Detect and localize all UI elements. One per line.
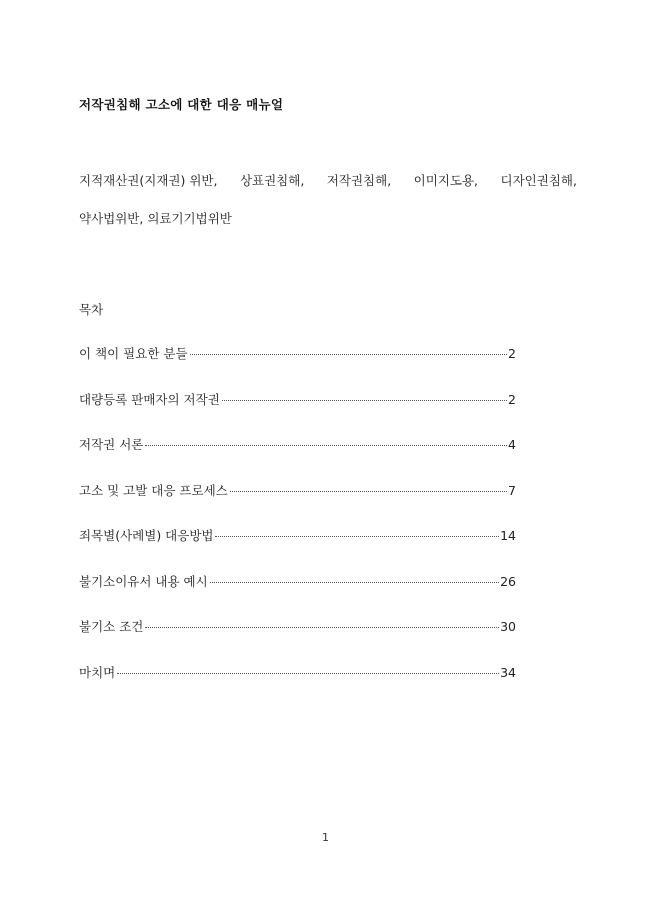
toc-entry-page: 34 [500, 664, 516, 680]
toc-entry-label: 죄목별(사례별) 대응방법 [79, 528, 214, 543]
keywords-line-1 [79, 162, 577, 200]
keywords-line-2: 약사법위반, 의료기기법위반 [79, 211, 232, 226]
dot-leader [145, 445, 507, 446]
toc-entry[interactable] [79, 526, 516, 572]
toc-heading: 목차 [79, 302, 104, 317]
toc-entry-page: 2 [508, 346, 516, 361]
keyword: 이미지도용, [413, 173, 479, 188]
toc-entry-label: 마치며 [79, 664, 116, 680]
toc-entry-label: 이 책이 필요한 분들 [79, 346, 188, 361]
toc-entry[interactable] [79, 481, 516, 527]
keyword: 지적재산권(지재권) 위반, [79, 173, 218, 188]
keyword: 디자인권침해, [500, 173, 577, 188]
toc-entry[interactable] [79, 435, 516, 481]
toc-entry[interactable] [79, 617, 516, 663]
toc-entry-label: 불기소 조건 [79, 619, 144, 634]
keywords-paragraph [79, 162, 579, 238]
toc-entry-page: 4 [508, 437, 516, 452]
toc-entry-label: 불기소이유서 내용 예시 [79, 573, 208, 589]
keyword: 저작권침해, [326, 173, 392, 188]
dot-leader [145, 627, 499, 628]
dot-leader [230, 491, 507, 492]
toc-entry-page: 7 [508, 482, 516, 498]
dot-leader [210, 582, 499, 583]
dot-leader [117, 673, 499, 674]
dot-leader [190, 354, 508, 355]
dot-leader [215, 536, 499, 537]
toc-entry-label: 저작권 서론 [79, 437, 144, 452]
table-of-contents [79, 344, 516, 708]
keyword: 상표권침해, [239, 173, 305, 188]
toc-entry[interactable] [79, 663, 516, 709]
toc-entry-label: 대량등록 판매자의 저작권 [79, 391, 220, 407]
page-number: 1 [322, 831, 329, 844]
toc-entry-label: 고소 및 고발 대응 프로세스 [79, 482, 228, 498]
document-title: 저작권침해 고소에 대한 대응 매뉴얼 [79, 97, 284, 112]
toc-entry[interactable] [79, 390, 516, 436]
toc-entry[interactable] [79, 572, 516, 618]
toc-entry[interactable] [79, 344, 516, 390]
dot-leader [222, 400, 507, 401]
toc-entry-page: 30 [500, 619, 516, 634]
toc-entry-page: 26 [500, 573, 516, 589]
toc-entry-page: 2 [508, 391, 516, 407]
toc-entry-page: 14 [500, 528, 516, 543]
